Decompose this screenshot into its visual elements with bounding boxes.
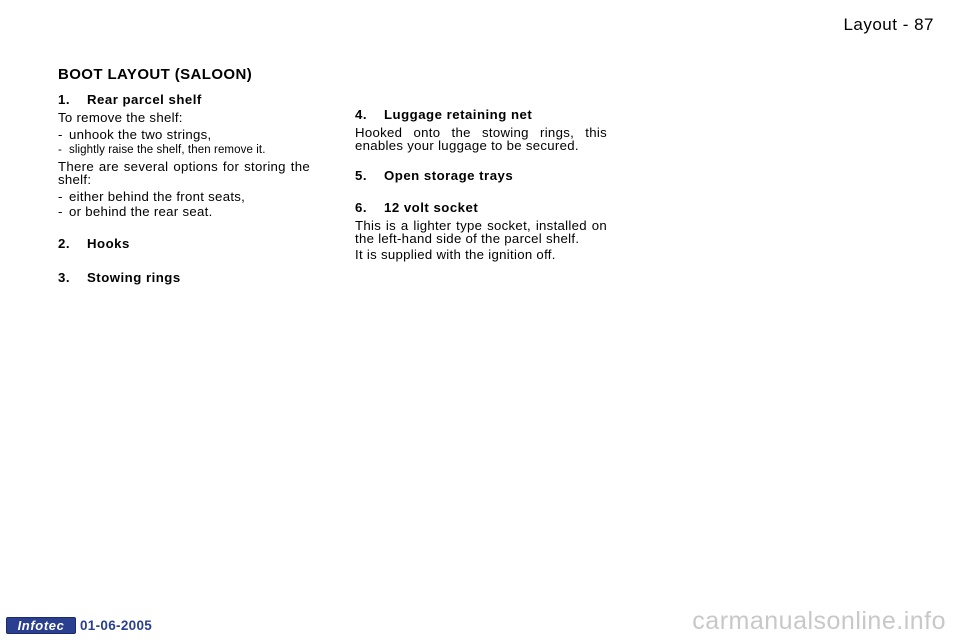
left-column	[58, 92, 310, 286]
watermark: carmanualsonline.info	[692, 607, 946, 635]
item-4-number: 4.	[355, 107, 367, 122]
item-2-title: Hooks	[87, 236, 130, 251]
item-6-heading	[355, 200, 607, 216]
item-2-number: 2.	[58, 236, 70, 251]
item-4-title: Luggage retaining net	[384, 107, 533, 122]
item-1-options-text: There are several options for storing the shelf:	[58, 159, 310, 187]
list-item: - either behind the front seats,	[58, 189, 246, 204]
list-item: - unhook the two strings,	[58, 127, 212, 142]
storage-options-list	[58, 190, 310, 219]
right-column	[355, 107, 607, 261]
item-1-number: 1.	[58, 92, 70, 107]
item-5-heading	[355, 168, 607, 184]
item-2-heading	[58, 236, 310, 252]
item-1-title: Rear parcel shelf	[87, 92, 202, 107]
item-4-heading	[355, 107, 607, 123]
item-3-title: Stowing rings	[87, 270, 181, 285]
list-item: - slightly raise the shelf, then remove it.	[58, 144, 266, 156]
item-3-heading	[58, 270, 310, 286]
item-5-title: Open storage trays	[384, 168, 514, 183]
item-6-text: This is a lighter type socket, installed on the left-hand side of the parcel shelf.	[355, 218, 607, 246]
item-4-text: Hooked onto the stowing rings, this enables your luggage to be secured.	[355, 125, 607, 153]
footer	[6, 617, 152, 634]
infotec-logo: Infotec	[6, 617, 76, 634]
item-6-text-2: It is supplied with the ignition off.	[355, 247, 556, 262]
item-6-title: 12 volt socket	[384, 200, 479, 215]
item-5-number: 5.	[355, 168, 367, 183]
removal-steps-list	[58, 128, 310, 157]
page-header: Layout - 87	[843, 15, 934, 34]
item-3-number: 3.	[58, 270, 70, 285]
item-1-intro: To remove the shelf:	[58, 110, 183, 125]
footer-date: 01-06-2005	[80, 618, 153, 633]
item-1-heading	[58, 92, 310, 108]
section-title: BOOT LAYOUT (SALOON)	[58, 66, 253, 83]
item-6-number: 6.	[355, 200, 367, 215]
list-item: - or behind the rear seat.	[58, 204, 213, 219]
